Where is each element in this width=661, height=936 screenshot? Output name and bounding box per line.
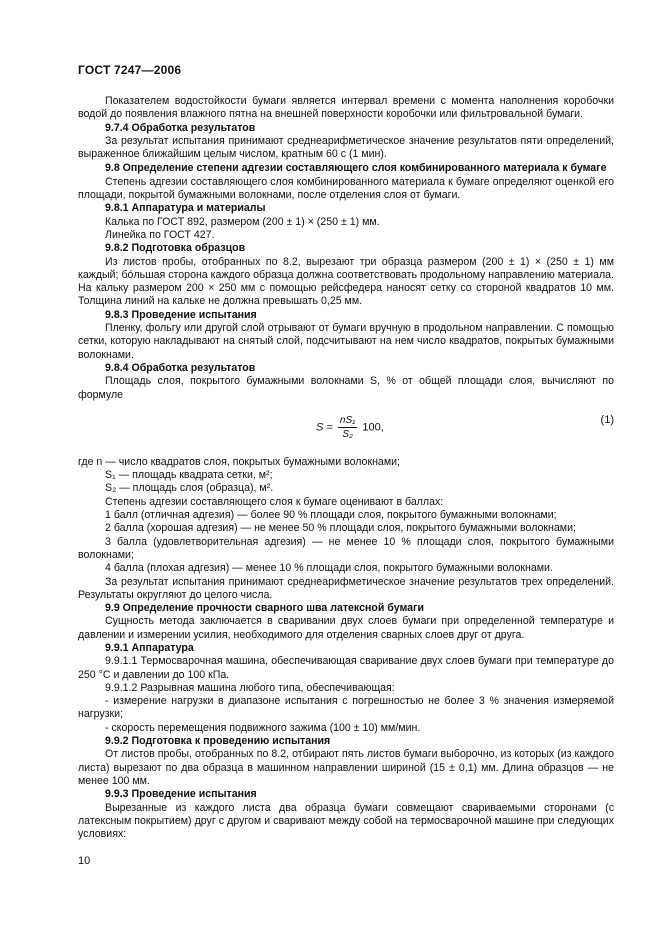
section-heading: 9.8.2 Подготовка образцов <box>105 242 246 255</box>
formula-block <box>78 408 614 452</box>
formula-factor: 100, <box>362 421 384 434</box>
paragraph: Вырезанные из каждого листа два образца бумаги совмещают свариваемыми сторонами (с латексным покрытием) друг с другом и сваривают между собой на термосварочной машине при следующих условиях: <box>78 801 614 841</box>
paragraph: S₂ — площадь слоя (образца), м². <box>105 482 274 495</box>
paragraph: 9.9.1.1 Термосварочная машина, обеспечивающая сваривание двух слоев бумаги при температуре до 250 °С и давлении до 100 кПа. <box>78 655 614 681</box>
formula-numerator: nS₁ <box>338 414 357 428</box>
paragraph: За результат испытания принимают среднеарифметическое значение результатов пяти определений, выраженное ближайшим целым числом, кратным 60 с (1 мин). <box>78 134 614 161</box>
formula-number: (1) <box>600 413 614 426</box>
formula-denominator: S₂ <box>342 429 353 441</box>
paragraph: S₁ — площадь квадрата сетки, м²; <box>105 469 273 482</box>
paragraph: Линейка по ГОСТ 427. <box>105 228 215 241</box>
list-item: 3 балла (удовлетворительная адгезия) — не менее 10 % площади слоя, покрытого бумажными волокнами; <box>78 535 614 561</box>
formula-fraction <box>338 414 357 442</box>
document-body <box>78 95 614 841</box>
formula-lhs: S = <box>316 421 333 434</box>
paragraph: Степень адгезии составляющего слоя комбинированного материала к бумаге определяют оценкой его площади, покрытой бумажными волокнами, после отделения слоя от бумаги. <box>78 175 614 202</box>
paragraph: Из листов пробы, отобранных по 8.2, вырезают три образца размером (200 ± 1) × (250 ± 1) мм каждый; бóльшая сторона каждого образца должна соответствовать продольному направлению материала. На кальку размером 200 × 250 мм с помощью рейсфедера наносят сетку со стороной квадратов 10 мм. Толщина линий на кальке не должна превышать 0,25 мм. <box>78 255 614 308</box>
paragraph: где n — число квадратов слоя, покрытых бумажными волокнами; <box>78 455 400 468</box>
paragraph: Сущность метода заключается в сваривании двух слоев бумаги при определенной температуре и давлении и измерении усилия, необходимого для отделения сварных слоев друг от друга. <box>78 615 614 641</box>
document-page <box>78 0 614 936</box>
paragraph: Площадь слоя, покрытого бумажными волокнами S, % от общей площади слоя, вычисляют по формуле <box>78 375 614 401</box>
paragraph: От листов пробы, отобранных по 8.2, отбирают пять листов бумаги выборочно, из которых (из каждого листа) вырезают по два образца в машинном направлении шириной (15 ± 0,1) мм. Длина образцов — не менее 100 мм. <box>78 748 614 787</box>
section-heading: 9.8.4 Обработка результатов <box>105 361 256 374</box>
paragraph: Степень адгезии составляющего слоя к бумаге оценивают в баллах: <box>105 495 444 508</box>
section-heading: 9.8.3 Проведение испытания <box>105 308 257 321</box>
section-heading: 9.9.1 Аппаратура <box>105 641 194 654</box>
running-header: ГОСТ 7247—2006 <box>78 63 182 77</box>
list-item: 2 балла (хорошая адгезия) — не менее 50 % площади слоя, покрытого бумажными волокнами; <box>105 522 576 535</box>
paragraph: За результат испытания принимают среднеарифметическое значение результатов трех определений. Результаты округляют до целого числа. <box>78 575 614 601</box>
page-number: 10 <box>78 855 91 867</box>
list-item: - измерение нагрузки в диапазоне испытания с погрешностью не более 3 % значения измеряемой нагрузки; <box>78 695 614 721</box>
section-heading: 9.9.3 Проведение испытания <box>105 788 257 801</box>
paragraph: Калька по ГОСТ 892, размером (200 ± 1) × (250 ± 1) мм. <box>105 215 380 228</box>
paragraph: Пленку, фольгу или другой слой отрывают от бумаги вручную в продольном направлении. С помощью сетки, которую накладывают на снятый слой, подсчитывают на нем число квадратов, покрытых бумажными волокнами. <box>78 322 614 361</box>
section-heading: 9.9 Определение прочности сварного шва латексной бумаги <box>105 602 424 615</box>
list-item: - скорость перемещения подвижного зажима (100 ± 10) мм/мин. <box>105 721 421 734</box>
section-heading: 9.8 Определение степени адгезии составляющего слоя комбинированного материала к бумаге <box>105 162 607 175</box>
section-heading: 9.8.1 Аппаратура и материалы <box>105 202 266 215</box>
list-item: 4 балла (плохая адгезия) — менее 10 % площади слоя, покрытого бумажными волокнами. <box>105 562 553 575</box>
section-heading: 9.7.4 Обработка результатов <box>105 121 256 134</box>
formula-expression <box>316 414 384 442</box>
section-heading: 9.9.2 Подготовка к проведению испытания <box>105 735 331 748</box>
list-item: 1 балл (отличная адгезия) — более 90 % площади слоя, покрытого бумажными волокнами; <box>105 509 557 522</box>
paragraph: Показателем водостойкости бумаги является интервал времени с момента наполнения коробочки водой до появления влажного пятна на внешней поверхности коробочки или фильтровальной бумаги. <box>78 95 614 121</box>
paragraph: 9.9.1.2 Разрывная машина любого типа, обеспечивающая: <box>105 681 395 694</box>
